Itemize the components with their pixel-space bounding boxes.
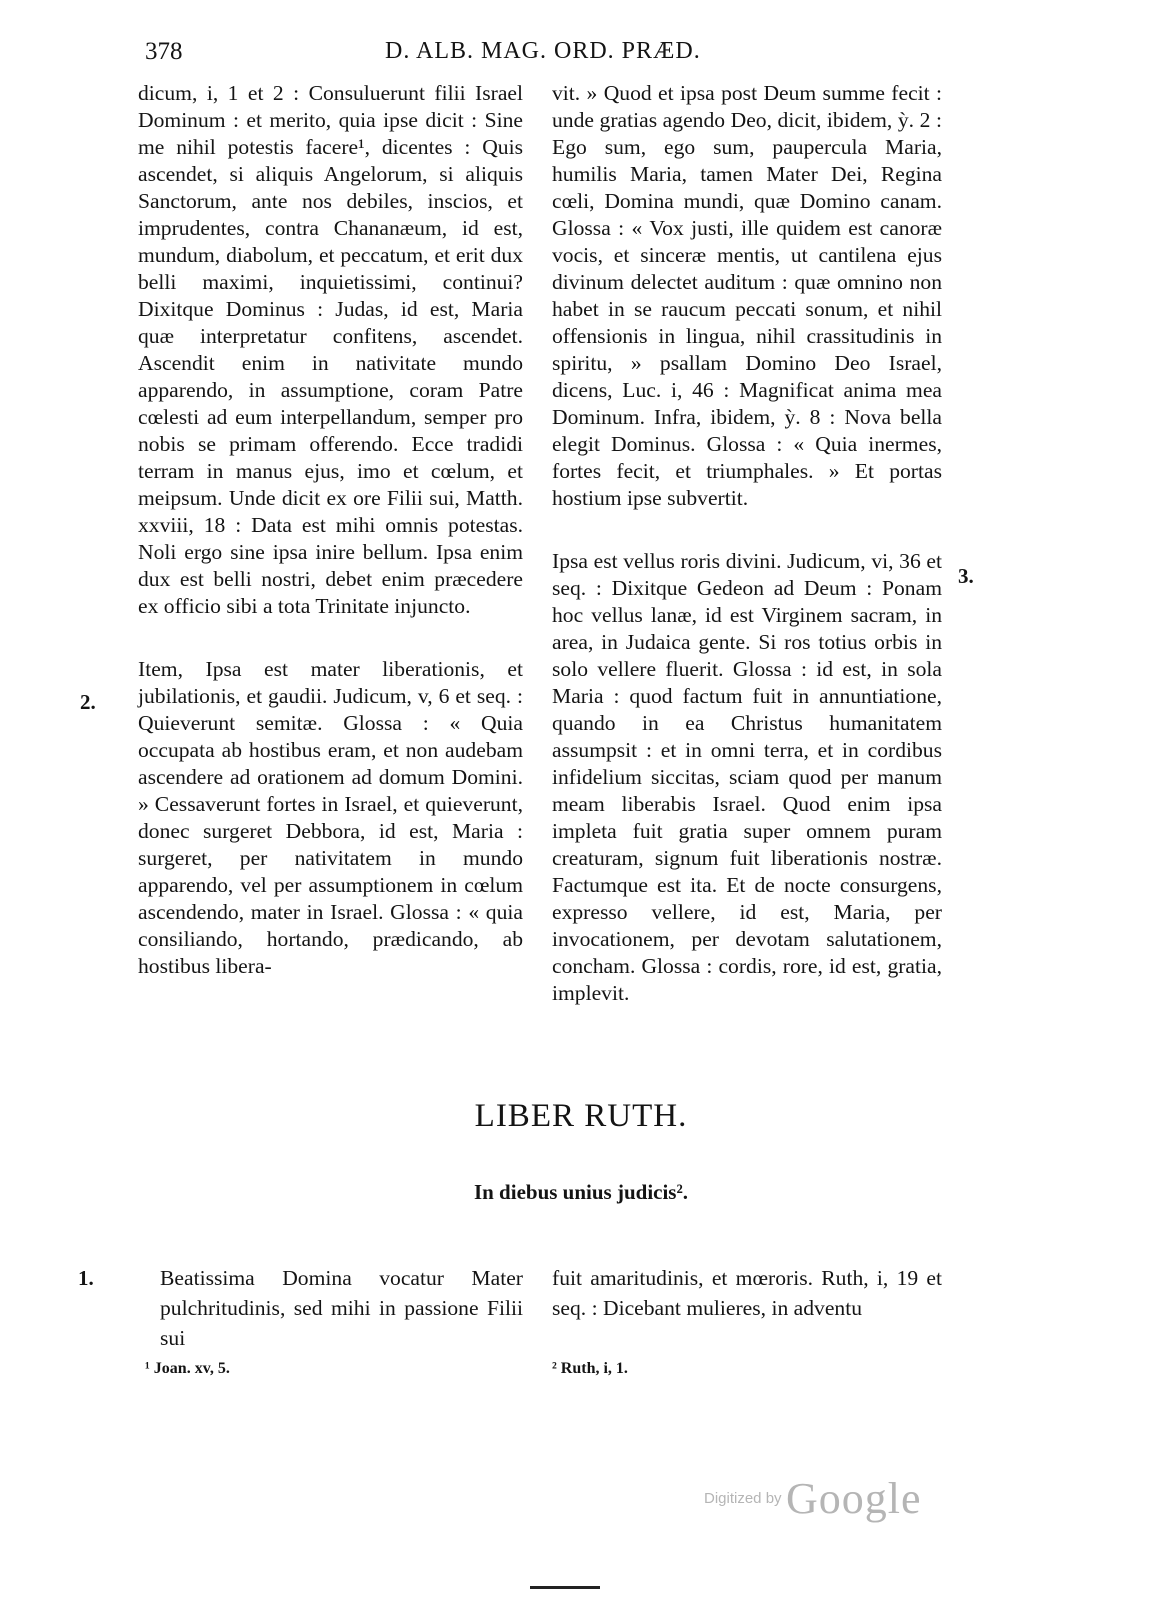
book-title: LIBER RUTH. — [474, 1098, 688, 1134]
watermark-prefix: Digitized by — [704, 1490, 782, 1507]
left-paragraph-1: dicum, i, 1 et 2 : Consuluerunt filii Israel Dominum : et merito, quia ipse dicit : Sine me nihil potestis facere¹, dicentes : Quis ascendet, si aliquis Angelorum, si aliquis Sanctorum, ante nos debiles, inscios, et imprudentes, contra Chananæum, id est, mundum, diabolum, et peccatum, et erit dux belli maximi, inquietissimi, continui? Dixitque Dominus : Judas, id est, Maria quæ interpretatur confitens, ascendet. Ascendit enim in nativitate mundo apparendo, in assumptione, coram Patre cœlesti ad eum interpellandum, semper pro nobis se primam offerendo. Ecce tradidi terram in manus ejus, imo et cœlum, et meipsum. Unde dicit ex ore Filii sui, Matth. xxviii, 18 : Data est mihi omnis potestas. Noli ergo sine ipsa inire bellum. Ipsa enim dux est belli nostri, debet enim præcedere ex officio sibi a tota Trinitate injuncto. — [138, 81, 523, 618]
right-paragraph-1: vit. » Quod et ipsa post Deum summe fecit : unde gratias agendo Deo, dicit, ibidem, ỳ. 2 : Ego sum, ego sum, paupercula Maria, humilis Maria, tamen Mater Dei, Regina cœli, Domina mundi, quæ Domino canam. Glossa : « Vox justi, ille quidem est canoræ vocis, et sinceræ mentis, ut cantilena ejus divinum delectet auditum : quæ omnino non habet in se raucum peccati sonum, et nihil offensionis in lingua, nihil crassitudinis in spiritu, » psallam Domino Deo Israel, dicens, Luc. i, 46 : Magnificat anima mea Dominum. Infra, ibidem, ỳ. 8 : Nova bella elegit Dominus. Glossa : « Quia inermes, fortes fecit, et triumphales. » Et portas hostium ipse subvertit. — [552, 81, 942, 510]
ruth-right-text: fuit amaritudinis, et mœroris. Ruth, i, 19 et seq. : Dicebant mulieres, in adventu — [552, 1266, 942, 1320]
ruth-left-text: Beatissima Domina vocatur Mater pulchritudinis, sed mihi in passione Filii sui — [160, 1266, 523, 1350]
running-title: D. ALB. MAG. ORD. PRÆD. — [385, 38, 701, 64]
page-number: 378 — [145, 38, 183, 65]
right-column — [552, 80, 942, 1007]
section-number-2: 2. — [80, 690, 96, 714]
book-subtitle: In diebus unius judicis². — [473, 1180, 689, 1204]
section-number-3: 3. — [958, 564, 974, 588]
footnote-1: ¹ Joan. xv, 5. — [145, 1360, 230, 1377]
google-logo: Google — [786, 1474, 922, 1523]
section-number-1: 1. — [78, 1266, 94, 1290]
left-column — [138, 80, 523, 980]
digitized-watermark — [704, 1473, 922, 1524]
scan-artifact-line — [530, 1586, 600, 1589]
right-paragraph-2: Ipsa est vellus roris divini. Judicum, vi, 36 et seq. : Dixitque Gedeon ad Deum : Ponam hoc vellus lanæ, id est Virginem sacram, in area, in Judaica gente. Si ros totius orbis in solo vellere fluerit. Glossa : id est, in sola Maria : quod factum fuit in annuntiatione, quando in ea Christus humanitatem assumpsit : et in omni terra, et in cordibus infidelium siccitas, sciam quod per manum meam liberabis Israel. Quod enim ipsa impleta fuit gratia super omnem puram creaturam, signum fuit liberationis nostræ. Factumque est ita. Et de nocte consurgens, expresso vellere, id est, Maria, per invocationem, per devotam salutationem, concham. Glossa : cordis, rore, id est, gratia, implevit. — [552, 549, 942, 1005]
left-paragraph-2: Item, Ipsa est mater liberationis, et jubilationis, et gaudii. Judicum, v, 6 et seq. : Quieverunt semitæ. Glossa : « Quia occupata ab hostibus eram, et non audebam ascendere ad orationem ad domum Domini. » Cessaverunt fortes in Israel, et quieverunt, donec surgeret Debbora, id est, Maria : surgeret, per nativitatem in mundo apparendo, vel per assumptionem in cœlum ascendendo, mater in Israel. Glossa : « quia consiliando, hortando, prædicando, ab hostibus libera- — [138, 657, 523, 978]
footnote-2: ² Ruth, i, 1. — [552, 1360, 628, 1377]
